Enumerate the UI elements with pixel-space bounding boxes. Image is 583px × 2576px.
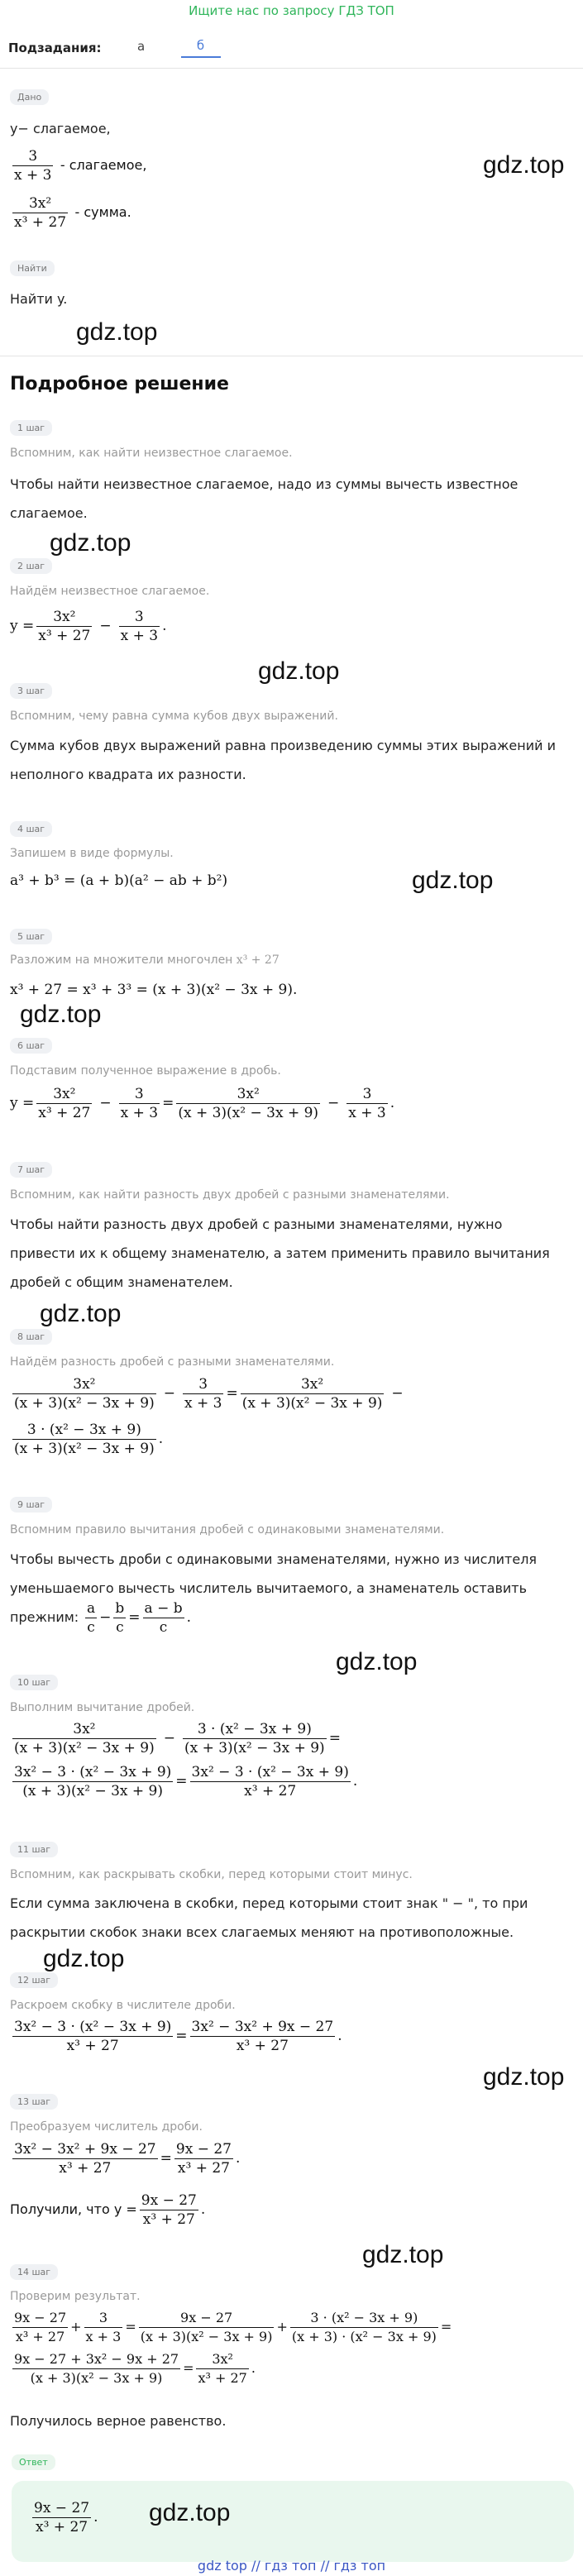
step-9-pill: 9 шаг xyxy=(10,1497,52,1513)
step-13-hint: Преобразуем числитель дроби. xyxy=(10,2120,203,2134)
answer-formula: $\frac{9x - 27}{\text{x³ + 27}}$ . xyxy=(34,2500,98,2535)
step-9-text: Чтобы вычесть дроби с одинаковыми знаменателями, нужно из числителя уменьшаемого вычесть числитель вычитаемого, а знаменатель оставить прежним: xyxy=(10,1551,538,1625)
step-14-hint: Проверим результат. xyxy=(10,2290,141,2303)
watermark: gdz.top xyxy=(412,867,494,894)
answer-pill: Ответ xyxy=(12,2454,55,2470)
step-6-hint: Подставим полученное выражение в дробь. xyxy=(10,1064,281,1078)
step-13-pill: 13 шаг xyxy=(10,2094,58,2110)
watermark: gdz.top xyxy=(362,2241,444,2268)
divider xyxy=(0,68,583,69)
step-14-formula-1: $\frac{9x - 27}{\text{x³ + 27}}$ + $\frac{3}{x + 3}$ = $\frac{9x - 27}{\text{(x + 3)(x² − 3x + 9)}}$ + $\frac{\text{3 · (x² − 3x + 9)}}{\text{(x + 3) · (x² − 3x + 9)}}$ = xyxy=(14,2310,452,2344)
step-4-hint: Запишем в виде формулы. xyxy=(10,847,174,860)
given-line-1: y− слагаемое, xyxy=(10,121,111,136)
given-pill: Дано xyxy=(10,89,49,105)
watermark: gdz.top xyxy=(483,2063,565,2091)
step-6-formula: y = $\frac{\text{3x²}}{\text{x³ + 27}}$ − $\frac{3}{x + 3}$ = $\frac{\text{3x²}}{\text{(x + 3)(x² − 3x + 9)}}$ − $\frac{3}{x + 3}$ . xyxy=(10,1086,395,1121)
step-1-hint: Вспомним, как найти неизвестное слагаемое. xyxy=(10,447,293,460)
step-10-formula-1: $\frac{\text{3x²}}{\text{(x + 3)(x² − 3x + 9)}}$ − $\frac{\text{3 · (x² − 3x + 9)}}{\text{(x + 3)(x² − 3x + 9)}}$ = xyxy=(14,1721,341,1756)
step-14-text: Получилось верное равенство. xyxy=(10,2413,227,2429)
step-13-result-text: Получили, что y = xyxy=(10,2201,137,2217)
step-7-hint: Вспомним, как найти разность двух дробей с разными знаменателями. xyxy=(10,1188,450,1202)
step-7-text: Чтобы найти разность двух дробей с разными знаменателями, нужно привести их к общему знаменателю, а затем применить правило вычитания дробей с общим знаменателем. xyxy=(10,1216,550,1290)
step-7-pill: 7 шаг xyxy=(10,1162,52,1178)
solution-title: Подробное решение xyxy=(10,374,229,394)
step-5-hint: Разложим на множители многочлен x³ + 27 xyxy=(10,953,280,967)
given-line-2-text: - слагаемое, xyxy=(60,157,147,173)
step-3-text: Сумма кубов двух выражений равна произведению суммы этих выражений и неполного квадрата их разности. xyxy=(10,738,556,782)
step-1-text: Чтобы найти неизвестное слагаемое, надо из суммы вычесть известное слагаемое. xyxy=(10,476,518,521)
step-2-pill: 2 шаг xyxy=(10,558,52,574)
watermark: gdz.top xyxy=(336,1648,418,1675)
step-8-pill: 8 шаг xyxy=(10,1329,52,1345)
step-5-hint-text: Разложим на множители многочлен xyxy=(10,953,233,967)
subtasks-label: Подзадания: xyxy=(8,41,102,55)
tab-a[interactable]: а xyxy=(136,39,146,54)
step-5-pill: 5 шаг xyxy=(10,929,52,944)
tab-b[interactable]: б xyxy=(181,38,221,58)
step-12-hint: Раскроем скобку в числителе дроби. xyxy=(10,1999,236,2012)
watermark: gdz.top xyxy=(149,2499,231,2526)
find-pill: Найти xyxy=(10,260,55,276)
given-line-3-text: - сумма. xyxy=(74,204,131,220)
step-9-formula: $\frac{a}{c}$ − $\frac{b}{c}$ = $\frac{a - b}{c}$ . xyxy=(87,1600,192,1636)
step-14-formula-2: $\frac{\text{9x − 27 + 3x² − 9x + 27}}{\text{(x + 3)(x² − 3x + 9)}}$ = $\frac{\text{3x²}}{\text{x³ + 27}}$ . xyxy=(14,2351,256,2386)
step-10-hint: Выполним вычитание дробей. xyxy=(10,1701,195,1714)
step-4-formula: a³ + b³ = (a + b)(a² − ab + b²) xyxy=(10,872,228,889)
step-1-pill: 1 шаг xyxy=(10,420,52,436)
step-2-hint: Найдём неизвестное слагаемое. xyxy=(10,585,210,598)
footer-links[interactable]: gdz top // гдз топ // гдз топ xyxy=(197,2558,386,2574)
step-8-formula-2: $\frac{\text{3 · (x² − 3x + 9)}}{\text{(x + 3)(x² − 3x + 9)}}$ . xyxy=(14,1422,164,1457)
step-11-pill: 11 шаг xyxy=(10,1842,58,1857)
given-line-3: $\frac{\text{3x²}}{\text{x³ + 27}}$ - сумма. xyxy=(14,195,131,231)
subtasks-row xyxy=(8,38,221,58)
watermark: gdz.top xyxy=(76,318,158,346)
step-3-pill: 3 шаг xyxy=(10,683,52,699)
watermark: gdz.top xyxy=(20,1001,102,1028)
given-line-2: $\frac{3}{x + 3}$ - слагаемое, xyxy=(14,148,147,184)
step-6-pill: 6 шаг xyxy=(10,1038,52,1054)
step-8-formula-1: $\frac{\text{3x²}}{\text{(x + 3)(x² − 3x + 9)}}$ − $\frac{3}{x + 3}$ = $\frac{\text{3x²}}{\text{(x + 3)(x² − 3x + 9)}}$ − xyxy=(14,1376,404,1412)
watermark: gdz.top xyxy=(43,1945,125,1972)
step-11-hint: Вспомним, как раскрывать скобки, перед которыми стоит минус. xyxy=(10,1868,413,1881)
step-13-formula: $\frac{\text{3x² − 3x² + 9x − 27}}{\text{x³ + 27}}$ = $\frac{9x - 27}{\text{x³ + 27}}$ . xyxy=(14,2141,241,2177)
step-5-formula: x³ + 27 = x³ + 3³ = (x + 3)(x² − 3x + 9). xyxy=(10,982,298,998)
step-12-formula: $\frac{\text{3x² − 3 · (x² − 3x + 9)}}{\text{x³ + 27}}$ = $\frac{\text{3x² − 3x² + 9x − 27}}{\text{x³ + 27}}$ . xyxy=(14,2019,342,2054)
watermark: gdz.top xyxy=(50,529,131,557)
step-8-hint: Найдём разность дробей с разными знаменателями. xyxy=(10,1355,335,1369)
step-14-pill: 14 шаг xyxy=(10,2264,58,2280)
step-9-hint: Вспомним правило вычитания дробей с одинаковыми знаменателями. xyxy=(10,1523,445,1537)
step-2-formula: y = $\frac{\text{3x²}}{\text{x³ + 27}}$ − $\frac{3}{x + 3}$ . xyxy=(10,609,167,644)
watermark: gdz.top xyxy=(40,1300,122,1327)
answer-box xyxy=(12,2481,574,2562)
top-banner[interactable]: Ищите нас по запросу ГДЗ ТОП xyxy=(189,3,394,18)
watermark: gdz.top xyxy=(483,151,565,179)
step-10-formula-2: $\frac{\text{3x² − 3 · (x² − 3x + 9)}}{\text{(x + 3)(x² − 3x + 9)}}$ = $\frac{\text{3x² − 3 · (x² − 3x + 9)}}{\text{x³ + 27}}$ . xyxy=(14,1764,358,1799)
step-4-pill: 4 шаг xyxy=(10,821,52,837)
step-11-text: Если сумма заключена в скобки, перед которыми стоит знак " − ", то при раскрытии скобок знаки всех слагаемых меняют на противоположные. xyxy=(10,1895,528,1940)
watermark: gdz.top xyxy=(258,657,340,685)
find-text: Найти y. xyxy=(10,291,68,307)
step-13-result: Получили, что y = $\frac{9x - 27}{\text{x³ + 27}}$ . xyxy=(10,2192,206,2228)
step-10-pill: 10 шаг xyxy=(10,1675,58,1690)
step-3-hint: Вспомним, чему равна сумма кубов двух выражений. xyxy=(10,710,338,723)
step-12-pill: 12 шаг xyxy=(10,1972,58,1988)
